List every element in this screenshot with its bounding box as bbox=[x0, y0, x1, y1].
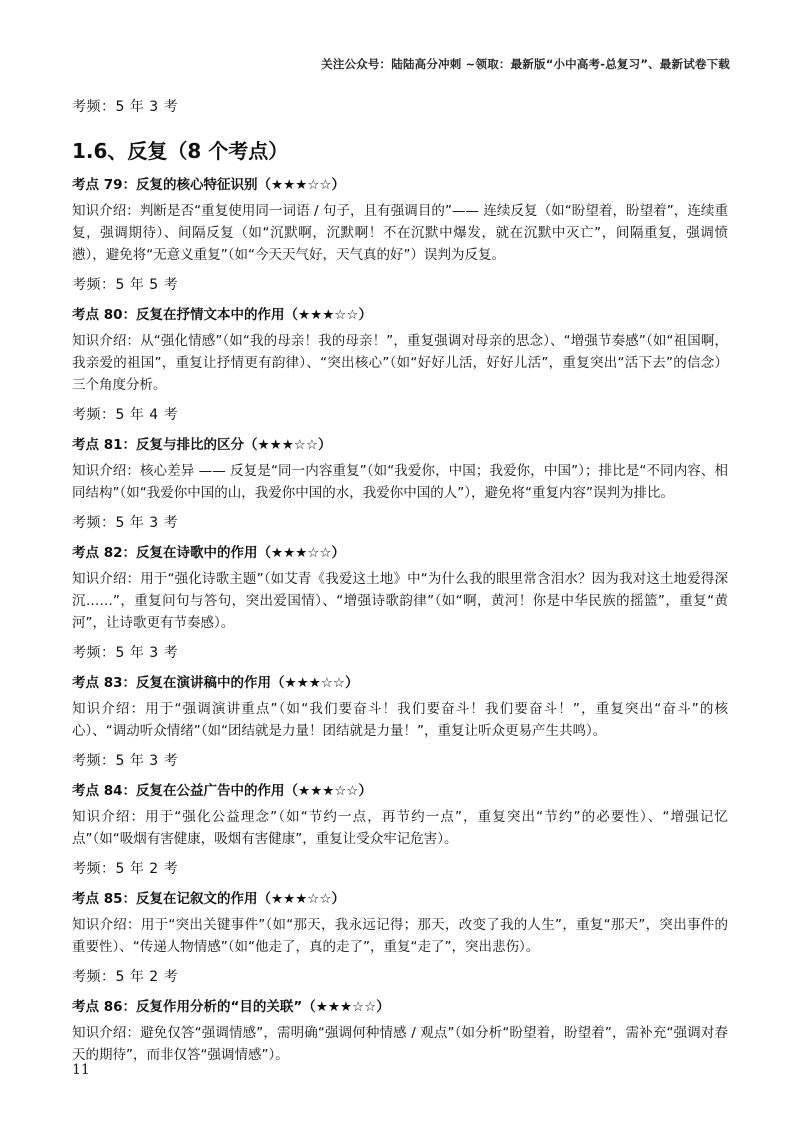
knowledge-point-description: 知识介绍：用于“强化公益理念”（如“节约一点，再节约一点”，重复突出“节约”的必要性）、“增强记忆点”（如“吸烟有害健康，吸烟有害健康”，重复让受众牢记危害）。 bbox=[72, 809, 728, 847]
page-content bbox=[72, 96, 728, 1074]
knowledge-point bbox=[72, 434, 728, 534]
exam-frequency: 考频：5 年 3 考 bbox=[72, 645, 179, 661]
knowledge-point-description: 知识介绍：核心差异 —— 反复是“同一内容重复”（如“我爱你，中国；我爱你，中国”）；排比是“不同内容、相同结构”（如“我爱你中国的山，我爱你中国的水，我爱你中国的人”），避免将“重复内容”误判为排比。 bbox=[72, 463, 728, 501]
knowledge-point-description: 知识介绍：判断是否“重复使用同一词语 / 句子，且有强调目的”—— 连续反复（如“盼望着，盼望着”，连续重复，强调期待）、间隔反复（如“沉默啊，沉默啊！不在沉默中爆发，就在沉默中灭亡”，间隔重复，强调愤懑），避免将“无意义重复”（如“今天天气好，天气真的好”）误判为反复。 bbox=[72, 203, 728, 263]
knowledge-point-description: 知识介绍：用于“强调演讲重点”（如“我们要奋斗！我们要奋斗！我们要奋斗！”，重复突出“奋斗”的核心）、“调动听众情绪”（如“团结就是力量！团结就是力量！”，重复让听众更易产生共鸣）。 bbox=[72, 701, 728, 739]
knowledge-point-title: 考点 79：反复的核心特征识别（★★★☆☆） bbox=[72, 177, 345, 193]
knowledge-point bbox=[72, 780, 728, 880]
exam-frequency: 考频：5 年 3 考 bbox=[72, 515, 179, 531]
exam-frequency: 考频：5 年 2 考 bbox=[72, 861, 179, 877]
knowledge-point-description: 知识介绍：从“强化情感”（如“我的母亲！我的母亲！”，重复强调对母亲的思念）、“增强节奏感”（如“祖国啊，我亲爱的祖国”，重复让抒情更有韵律）、“突出核心”（如“好好儿活，好好儿活”，重复突出“活下去”的信念）三个角度分析。 bbox=[72, 333, 728, 393]
exam-frequency: 考频：5 年 5 考 bbox=[72, 277, 179, 293]
knowledge-point bbox=[72, 542, 728, 664]
exam-frequency: 考频：5 年 3 考 bbox=[72, 99, 179, 115]
knowledge-point bbox=[72, 888, 728, 988]
knowledge-point-title: 考点 86：反复作用分析的“目的关联”（★★★☆☆） bbox=[72, 999, 390, 1015]
knowledge-point-description: 知识介绍：用于“突出关键事件”（如“那天，我永远记得；那天，改变了我的人生”，重复“那天”，突出事件的重要性）、“传递人物情感”（如“他走了，真的走了”，重复“走了”，突出悲伤）。 bbox=[72, 917, 728, 955]
knowledge-point-title: 考点 80：反复在抒情文本中的作用（★★★☆☆） bbox=[72, 307, 372, 323]
knowledge-point-title: 考点 84：反复在公益广告中的作用（★★★☆☆） bbox=[72, 783, 372, 799]
knowledge-point bbox=[72, 304, 728, 426]
exam-frequency: 考频：5 年 4 考 bbox=[72, 407, 179, 423]
section-title: 1.6、反复（8 个考点） bbox=[72, 139, 289, 163]
knowledge-point bbox=[72, 174, 728, 296]
knowledge-point-title: 考点 82：反复在诗歌中的作用（★★★☆☆） bbox=[72, 545, 345, 561]
knowledge-point bbox=[72, 996, 728, 1066]
knowledge-point-description: 知识介绍：用于“强化诗歌主题”（如艾青《我爱这土地》中“为什么我的眼里常含泪水？因为我对这土地爱得深沉……”，重复问句与答句，突出爱国情）、“增强诗歌韵律”（如“啊，黄河！你是中华民族的摇篮”，重复“黄河”，让诗歌更有节奏感）。 bbox=[72, 571, 728, 631]
knowledge-point-title: 考点 81：反复与排比的区分（★★★☆☆） bbox=[72, 437, 332, 453]
page-header: 关注公众号：陆陆高分冲刺 ~领取：最新版“小中高考-总复习”、最新试卷下载 bbox=[321, 57, 730, 71]
exam-frequency: 考频：5 年 2 考 bbox=[72, 969, 179, 985]
exam-frequency: 考频：5 年 3 考 bbox=[72, 753, 179, 769]
knowledge-point-title: 考点 85：反复在记叙文的作用（★★★☆☆） bbox=[72, 891, 345, 907]
knowledge-point bbox=[72, 672, 728, 772]
page-number: 11 bbox=[72, 1062, 90, 1078]
knowledge-point-title: 考点 83：反复在演讲稿中的作用（★★★☆☆） bbox=[72, 675, 359, 691]
knowledge-point-description: 知识介绍：避免仅答“强调情感”，需明确“强调何种情感 / 观点”（如分析“盼望着，盼望着”，需补充“强调对春天的期待”，而非仅答“强调情感”）。 bbox=[72, 1025, 728, 1063]
